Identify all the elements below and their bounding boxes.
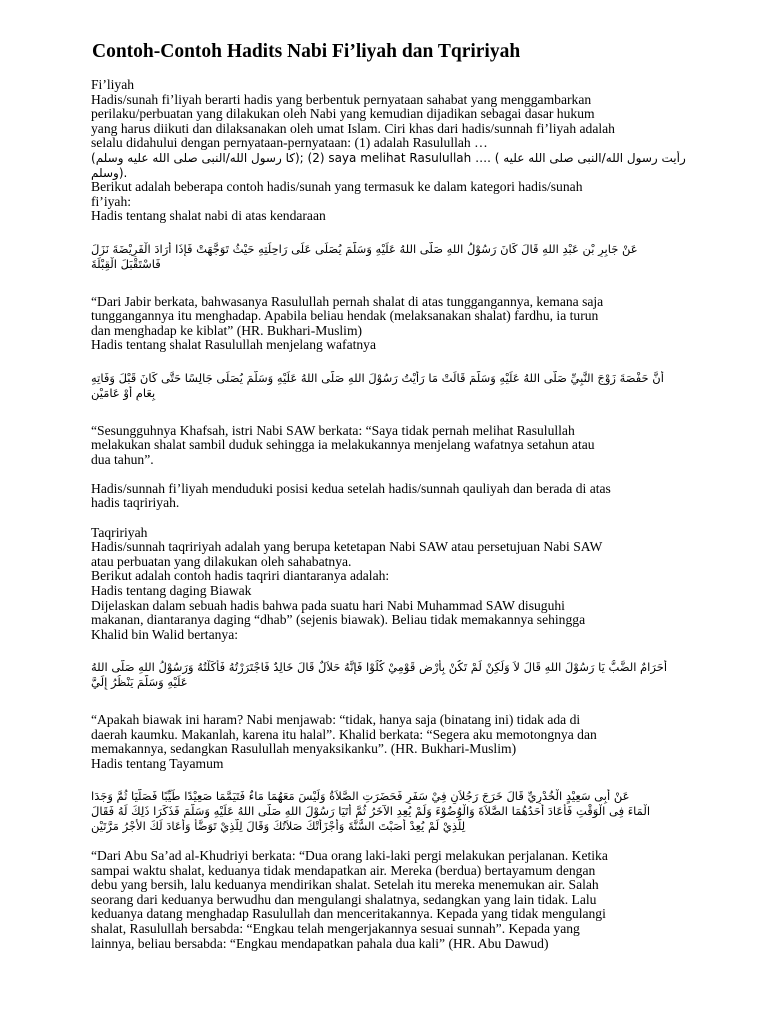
- translation-line: shalat, Rasulullah bersabda: “Engkau telah mengerjakannya sesuai sunnah”. Kepada yang: [91, 921, 580, 936]
- paragraph-line: Berikut adalah contoh hadis taqriri diantaranya adalah:: [91, 569, 390, 584]
- section-heading-filiyah: Fi’liyah: [91, 78, 135, 92]
- document-body: [91, 78, 713, 951]
- translation-line: tunggangannya itu menghadap. Apabila beliau hendak (melaksanakan shalat) fardhu, ia turun: [91, 309, 599, 324]
- translation-line: lainnya, beliau bersabda: “Engkau mendapatkan pahala dua kali” (HR. Abu Dawud): [91, 936, 549, 951]
- translation-line: “Dari Abu Sa’ad al-Khudriyi berkata: “Dua orang laki-laki pergi melakukan perjalanan. Ketika: [91, 848, 608, 863]
- arabic-line: فَاسْتَقْبَلَ الْقِبْلَةَ: [91, 256, 161, 271]
- document-title: Contoh-Contoh Hadits Nabi Fi’liyah dan Tqririyah: [92, 41, 521, 62]
- translation-line: debu yang bersih, lalu keduanya mendirikan shalat. Setelah itu mereka menemukan air. Salah: [91, 878, 599, 893]
- paragraph-line: Hadis/sunah fi’liyah berarti hadis yang berbentuk pernyataan sahabat yang menggambarkan: [91, 92, 592, 107]
- translation-line: memakannya, sedangkan Rasulullah menyaksikanku”. (HR. Bukhari-Muslim): [91, 742, 517, 757]
- paragraph-line: Hadis/sunnah taqririyah adalah yang berupa ketetapan Nabi SAW atau persetujuan Nabi SAW: [91, 540, 603, 555]
- translation-block: [91, 713, 713, 757]
- description-line: makanan, diantaranya daging “dhab” (sejenis biawak). Beliau tidak memakannya sehingga: [91, 613, 586, 628]
- arabic-line: بِعَامٍ أَوْ عَامَيْنِ: [91, 385, 156, 400]
- hadis-heading: Hadis tentang Tayamum: [91, 756, 224, 771]
- arabic-line: أَنَّ حَفْصَةَ زَوْجَ النَّبِيِّ صَلَّى اللهُ عَلَيْهِ وَسَلَّمَ قَالَتْ مَا رَأَيْتُ رَسُوْلَ اللهِ صَلَّى اللهُ عَلَيْهِ وَسَلَّمَ يُصَلِّى جَالِسًا حَتَّى كَانَ قَبْلَ وَفَاتِهِ: [91, 370, 664, 385]
- closing-paragraph: [91, 482, 713, 511]
- arabic-line: عَلَيْهِ وَسَلَّمَ يَنْظُرُ إِلَيَّ: [91, 675, 188, 690]
- paragraph-line: selalu didahului dengan pernyataan-pernyataan: (1) adalah Rasulullah …: [91, 136, 488, 151]
- translation-line: keduanya datang menghadap Rasulullah dan menceritakannya. Kepada yang tidak mengulangi: [91, 907, 606, 922]
- description-line: Khalid bin Walid bertanya:: [91, 627, 239, 642]
- arabic-line: الْمَاءَ فِى الْوَقْتِ فَأَعَادَ أَحَدُهُمَا الصَّلاَةَ وَالْوُضُوْءَ وَلَمْ يُعِدِ الآخَرُ ثُمَّ أَتَيَا رَسُوْلَ اللهِ صَلَّى اللهُ عَلَيْهِ وَسَلَّمَ فَذَكَرَا ذَلِكَ لَهُ فَقَالَ: [91, 804, 651, 819]
- translation-line: dan menghadap ke kiblat” (HR. Bukhari-Muslim): [91, 323, 363, 338]
- paragraph-line: fi’iyah:: [91, 194, 132, 209]
- filiyah-definition-paragraph: [91, 93, 713, 181]
- translation-block: [91, 295, 713, 339]
- paragraph-line: hadis taqririyah.: [91, 496, 180, 511]
- paragraph-line: atau perbuatan yang dilakukan oleh sahabatnya.: [91, 554, 352, 569]
- paragraph-mixed-tail: وسلم).: [91, 165, 128, 180]
- arabic-text-block: [91, 789, 713, 834]
- paragraph-line: Hadis/sunnah fi’liyah menduduki posisi kedua setelah hadis/sunnah qauliyah dan berada di atas: [91, 481, 611, 496]
- translation-line: “Sesungguhnya Khafsah, istri Nabi SAW berkata: “Saya tidak pernah melihat Rasulullah: [91, 423, 575, 438]
- paragraph-line: yang harus diikuti dan dilaksanakan oleh umat Islam. Ciri khas dari hadis/sunnah fi’liyah adalah: [91, 121, 615, 136]
- translation-line: “Dari Jabir berkata, bahwasanya Rasulullah pernah shalat di atas tunggangannya, kemana saja: [91, 294, 604, 309]
- translation-line: dua tahun”.: [91, 452, 154, 467]
- description-line: Dijelaskan dalam sebuah hadis bahwa pada suatu hari Nabi Muhammad SAW disuguhi: [91, 598, 565, 613]
- translation-line: melakukan shalat sambil duduk sehingga ia melakukannya menjelang wafatnya setahun atau: [91, 438, 595, 453]
- translation-line: “Apakah biawak ini haram? Nabi menjawab: “tidak, hanya saja (binatang ini) tidak ada di: [91, 713, 581, 727]
- examples-intro-paragraph: [91, 180, 713, 209]
- arabic-text-block: [91, 242, 713, 272]
- arabic-line: لِلَّذِيْ لَمْ يُعِدْ أَصَبْتَ السُّنَّةَ وَأَجْزَأَتْكَ صَلاَتُكَ وَقَالَ لِلَّذِيْ تَوَضَّأَ وَأَعَادَ لَكَ الأَجْرُ مَرَّتَيْنِ: [91, 819, 466, 834]
- section-heading-taqririyah: Taqririyah: [91, 525, 148, 540]
- arabic-text-block: [91, 660, 713, 690]
- translation-line: sampai waktu shalat, keduanya tidak mendapatkan air. Mereka (berdua) bertayamum dengan: [91, 863, 596, 878]
- arabic-line: عَنْ جَابِرِ بْنِ عَبْدِ اللهِ قَالَ كَانَ رَسُوْلُ اللهِ صَلَّى اللهُ عَلَيْهِ وَسَلَّمَ يُصَلِّى عَلَى رَاحِلَتِهِ حَيْثُ تَوَجَّهَتْ فَإِذَا أَرَادَ الْفَرِيْضَةَ نَزَلَ: [91, 241, 638, 256]
- hadis-heading: Hadis tentang shalat Rasulullah menjelang wafatnya: [91, 338, 377, 353]
- translation-line: seorang dari keduanya berwudhu dan mengulangi shalatnya, sedangkan yang lain tidak. Lalu: [91, 892, 597, 907]
- description-block: [91, 599, 713, 643]
- arabic-line: أَحَرَامٌ الضَّبُّ يَا رَسُوْلَ اللهِ قَالَ لاَ وَلَكِنْ لَمْ تَكُنْ بِأَرْضِ قَوْمِيْ كُلُوْا فَإِنَّهُ حَلاَلٌ قَالَ خَالِدٌ فَاجْتَرَرْتُهُ فَأَكَلْتُهُ وَرَسُوْلُ اللهِ صَلَّى اللهُ: [91, 660, 668, 675]
- translation-block: [91, 424, 713, 468]
- hadis-heading: Hadis tentang daging Biawak: [91, 584, 252, 599]
- arabic-text-block: [91, 371, 713, 401]
- arabic-line: عَنْ أَبِى سَعِيْدٍ الْخُدْرِيِّ قَالَ خَرَجَ رَجُلاَنِ فِيْ سَفَرٍ فَحَضَرَتِ الصَّلاَةُ وَلَيْسَ مَعَهُمَا مَاءٌ فَتَيَمَّمَا صَعِيْدًا طَيِّبًا فَصَلَّيَا ثُمَّ وَجَدَا: [91, 789, 630, 804]
- taqririyah-intro-paragraph: [91, 540, 713, 584]
- hadis-heading: Hadis tentang shalat nabi di atas kendaraan: [91, 209, 326, 224]
- translation-line: daerah kaumku. Makanlah, karena itu halal”. Khalid berkata: “Segera aku memotongnya dan: [91, 727, 597, 742]
- paragraph-line: Berikut adalah beberapa contoh hadis/sunah yang termasuk ke dalam kategori hadis/sunah: [91, 180, 583, 195]
- paragraph-mixed-line: (كا رسول الله/النبى صلى الله عليه وسلم); (2) saya melihat Rasulullah …. ( رأيت رسول الله/النبى صلى الله عليه: [91, 150, 686, 165]
- translation-block: [91, 849, 713, 951]
- paragraph-line: perilaku/perbuatan yang dilakukan oleh Nabi yang kemudian dijadikan sebagai dasar hukum: [91, 107, 595, 122]
